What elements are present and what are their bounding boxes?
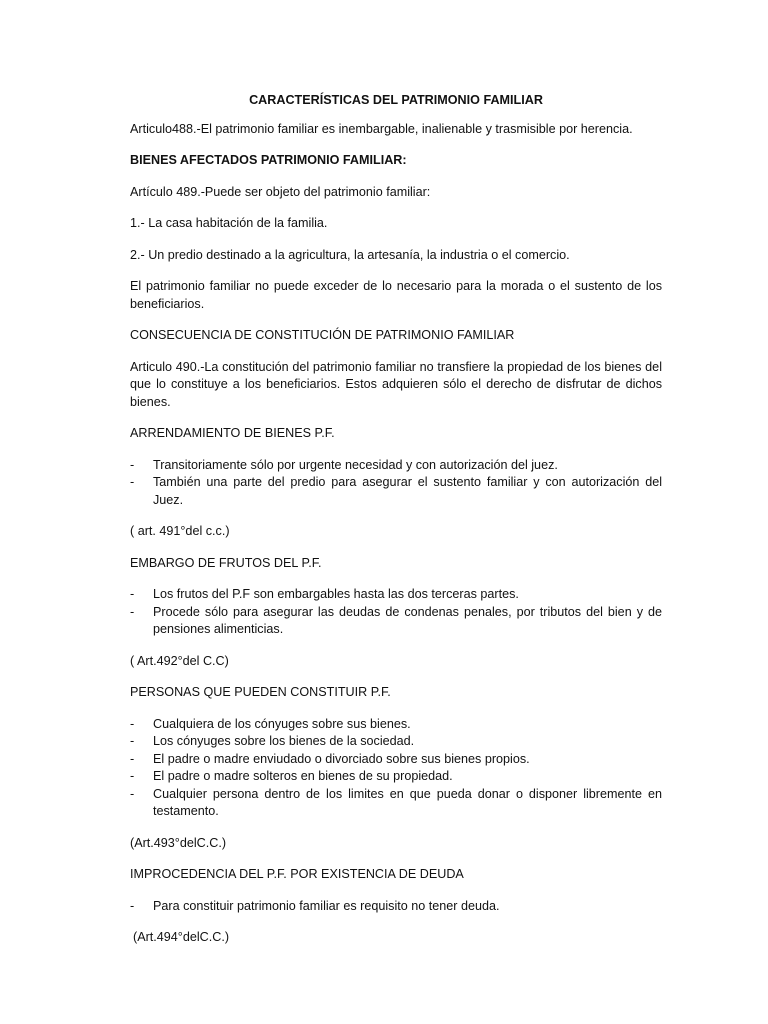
- list-item-text: Transitoriamente sólo por urgente necesidad y con autorización del juez.: [153, 457, 558, 472]
- item-2-text: 2.- Un predio destinado a la agricultura, la artesanía, la industria o el comercio.: [130, 247, 570, 262]
- list-item-text: El padre o madre solteros en bienes de su propiedad.: [153, 769, 453, 783]
- bullet-dash: -: [130, 786, 135, 801]
- list-item-text: Los frutos del P.F son embargables hasta las dos terceras partes.: [153, 587, 519, 601]
- bullet-dash: -: [130, 734, 135, 748]
- section-heading-improcedencia: IMPROCEDENCIA DEL P.F. POR EXISTENCIA DE DEUDA: [130, 867, 464, 881]
- list-item: [130, 586, 662, 604]
- list-item: [130, 474, 662, 509]
- article-reference-494: (Art.494°delC.C.): [133, 930, 230, 944]
- list-item: [130, 768, 662, 786]
- bullet-dash: -: [130, 475, 135, 489]
- section-heading-consecuencia: CONSECUENCIA DE CONSTITUCIÓN DE PATRIMONIO FAMILIAR: [130, 328, 515, 342]
- article-488-text: Articulo488.-El patrimonio familiar es inembargable, inalienable y trasmisible por herencia.: [130, 121, 633, 136]
- item-1-text: 1.- La casa habitación de la familia.: [130, 216, 328, 230]
- embargo-list: [130, 586, 662, 639]
- bullet-dash: -: [130, 604, 135, 619]
- section-heading-personas: PERSONAS QUE PUEDEN CONSTITUIR P.F.: [130, 685, 391, 699]
- arrendamiento-list: [130, 457, 662, 510]
- list-item-text: El padre o madre enviudado o divorciado sobre sus bienes propios.: [153, 751, 530, 766]
- bullet-dash: -: [130, 587, 135, 601]
- article-reference-493: (Art.493°delC.C.): [130, 835, 227, 850]
- article-489-text: Artículo 489.-Puede ser objeto del patrimonio familiar:: [130, 184, 431, 199]
- document-body: [130, 92, 662, 961]
- article-reference-492: ( Art.492°del C.C): [130, 653, 229, 668]
- list-item-text: Los cónyuges sobre los bienes de la sociedad.: [153, 734, 415, 748]
- list-item: [130, 733, 662, 751]
- list-item-text: Para constituir patrimonio familiar es requisito no tener deuda.: [153, 898, 500, 913]
- section-heading-arrendamiento: ARRENDAMIENTO DE BIENES P.F.: [130, 426, 335, 440]
- list-item: [130, 898, 662, 916]
- section-heading-embargo: EMBARGO DE FRUTOS DEL P.F.: [130, 555, 322, 570]
- bullet-dash: -: [130, 898, 135, 913]
- list-item: [130, 457, 662, 475]
- bullet-dash: -: [130, 457, 135, 472]
- article-490-text: Articulo 490.-La constitución del patrimonio familiar no transfiere la propiedad de los bienes del que lo constituye a los beneficiarios. Estos adquieren sólo el derecho de disfrutar de dichos bienes.: [130, 359, 662, 409]
- list-item-text: También una parte del predio para asegurar el sustento familiar y con autorización del Juez.: [153, 475, 662, 507]
- list-item: [130, 716, 662, 734]
- list-item: [130, 604, 662, 639]
- bullet-dash: -: [130, 751, 135, 766]
- article-reference-491: ( art. 491°del c.c.): [130, 524, 230, 538]
- bullet-dash: -: [130, 769, 135, 783]
- list-item-text: Cualquier persona dentro de los limites en que pueda donar o disponer libremente en testamento.: [153, 786, 662, 818]
- list-item-text: Cualquiera de los cónyuges sobre sus bienes.: [153, 716, 411, 731]
- limit-paragraph: El patrimonio familiar no puede exceder de lo necesario para la morada o el sustento de los beneficiarios.: [130, 279, 662, 311]
- list-item-text: Procede sólo para asegurar las deudas de condenas penales, por tributos del bien y de pensiones alimenticias.: [153, 604, 662, 636]
- document-title: CARACTERÍSTICAS DEL PATRIMONIO FAMILIAR: [249, 93, 543, 107]
- personas-list: [130, 716, 662, 821]
- improcedencia-list: [130, 898, 662, 916]
- section-heading-bienes-afectados: BIENES AFECTADOS PATRIMONIO FAMILIAR:: [130, 153, 407, 167]
- list-item: [130, 751, 662, 769]
- list-item: [130, 786, 662, 821]
- bullet-dash: -: [130, 716, 135, 731]
